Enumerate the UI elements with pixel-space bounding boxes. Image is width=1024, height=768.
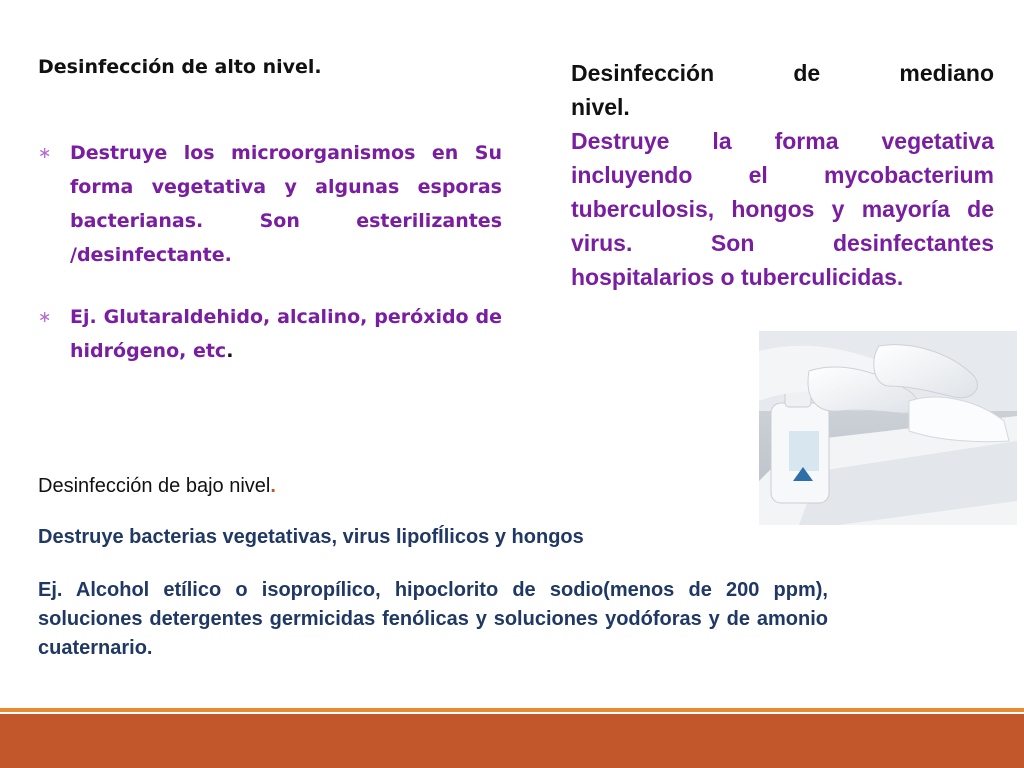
- high-level-bullet-list: [38, 136, 502, 368]
- medium-level-block: [571, 56, 994, 294]
- low-level-examples: Ej. Alcohol etílico o isopropílico, hipoclorito de sodio(menos de 200 ppm), soluciones detergentes germicidas fenólicas y soluciones yodóforas y de amonio cuaternario.: [38, 579, 828, 659]
- low-level-title: [38, 472, 828, 501]
- high-level-title: Desinfección de alto nivel.: [38, 56, 322, 78]
- footer-accent-line: [0, 708, 1024, 712]
- medium-level-description: Destruye la forma vegetativa incluyendo el mycobacterium tuberculosis, hongos y mayoría de virus. Son desinfectantes hospitalarios o tuberculicidas.: [571, 128, 994, 290]
- high-level-bullet-1: [38, 136, 502, 272]
- low-level-description: Destruye bacterias vegetativas, virus lipofÍlicos y hongos: [38, 526, 584, 548]
- high-level-bullet-text: Destruye los microorganismos en Su forma vegetativa y algunas esporas bacterianas. Son esterilizantes /desinfectante.: [70, 142, 502, 266]
- medium-level-title-line2: nivel.: [571, 94, 630, 120]
- medium-level-title-line1: Desinfección de mediano: [571, 60, 994, 86]
- high-level-bullet-trailing-dot: .: [226, 340, 234, 362]
- asterisk-bullet-icon: ∗: [38, 307, 52, 326]
- low-level-title-dot: .: [270, 475, 276, 497]
- asterisk-bullet-icon: ∗: [38, 143, 52, 162]
- footer-bar: [0, 714, 1024, 768]
- low-level-title-text: Desinfección de bajo nivel: [38, 475, 271, 497]
- high-level-bullet-2: [38, 300, 502, 368]
- high-level-bullet-text: Ej. Glutaraldehido, alcalino, peróxido de hidrógeno, etc: [70, 306, 502, 362]
- low-level-block: [38, 472, 828, 663]
